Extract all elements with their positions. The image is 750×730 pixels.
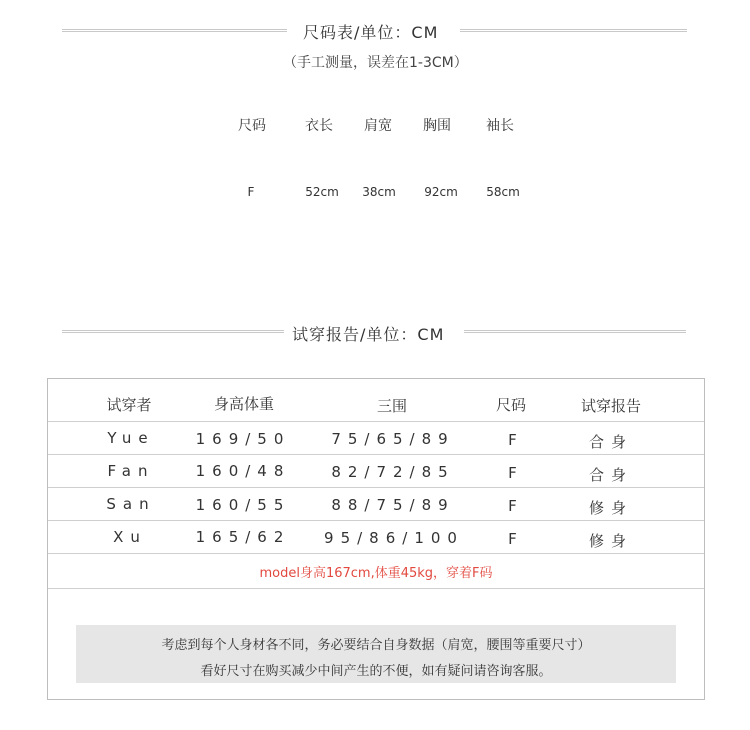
- row-divider: [48, 487, 704, 488]
- tester-name: Xu: [113, 528, 147, 546]
- tester-name: Yue: [107, 429, 155, 447]
- table-cell: 88/75/89: [331, 496, 455, 514]
- table-cell: F: [508, 464, 524, 482]
- row-divider: [48, 421, 704, 422]
- notice-box: [76, 625, 676, 683]
- section-divider-right: [460, 29, 687, 32]
- tester-name: Fan: [107, 462, 155, 480]
- table-cell: 修身: [588, 499, 634, 517]
- table-cell: 修身: [588, 532, 634, 550]
- table-cell: 75/65/89: [331, 430, 455, 448]
- table-cell: 合身: [588, 466, 634, 484]
- size-header: 衣长: [305, 118, 333, 134]
- measure-note: （手工测量，误差在1-3CM）: [283, 55, 468, 71]
- size-header: 袖长: [486, 118, 514, 134]
- table-cell: F: [508, 530, 524, 548]
- row-divider: [48, 520, 704, 521]
- table-header: 试穿者: [106, 396, 152, 414]
- table-cell: F: [508, 431, 524, 449]
- table-header: 三围: [376, 397, 408, 415]
- table-header: 身高体重: [213, 395, 275, 413]
- size-chart-title: 尺码表/单位：CM: [303, 23, 439, 42]
- size-value: F: [247, 185, 255, 199]
- size-header: 尺码: [238, 118, 266, 134]
- table-cell: 95/86/100: [324, 529, 464, 547]
- model-note: model身高167cm,体重45kg，穿着F码: [259, 566, 493, 581]
- section-divider-left: [62, 330, 284, 333]
- size-header: 胸围: [423, 118, 451, 134]
- size-value: 38cm: [362, 185, 396, 199]
- table-cell: 160/48: [195, 462, 291, 480]
- try-report-title: 试穿报告/单位：CM: [292, 325, 445, 344]
- notice-line: 看好尺寸在购买减少中间产生的不便，如有疑问请咨询客服。: [200, 664, 552, 679]
- row-divider: [48, 588, 704, 589]
- size-value: 92cm: [424, 185, 458, 199]
- size-value: 58cm: [486, 185, 520, 199]
- section-divider-left: [62, 29, 287, 32]
- size-value: 52cm: [305, 185, 339, 199]
- size-header: 肩宽: [364, 118, 392, 134]
- table-header: 尺码: [495, 396, 527, 414]
- table-cell: 合身: [588, 433, 634, 451]
- table-cell: 160/55: [195, 496, 291, 514]
- row-divider: [48, 454, 704, 455]
- row-divider: [48, 553, 704, 554]
- table-header: 试穿报告: [580, 397, 642, 415]
- table-cell: 169/50: [195, 430, 291, 448]
- table-cell: F: [508, 497, 524, 515]
- table-cell: 165/62: [195, 528, 291, 546]
- table-cell: 82/72/85: [331, 463, 455, 481]
- tester-name: San: [106, 495, 156, 513]
- section-divider-right: [464, 330, 686, 333]
- notice-line: 考虑到每个人身材各不同，务必要结合自身数据（肩宽，腰围等重要尺寸）: [161, 638, 591, 653]
